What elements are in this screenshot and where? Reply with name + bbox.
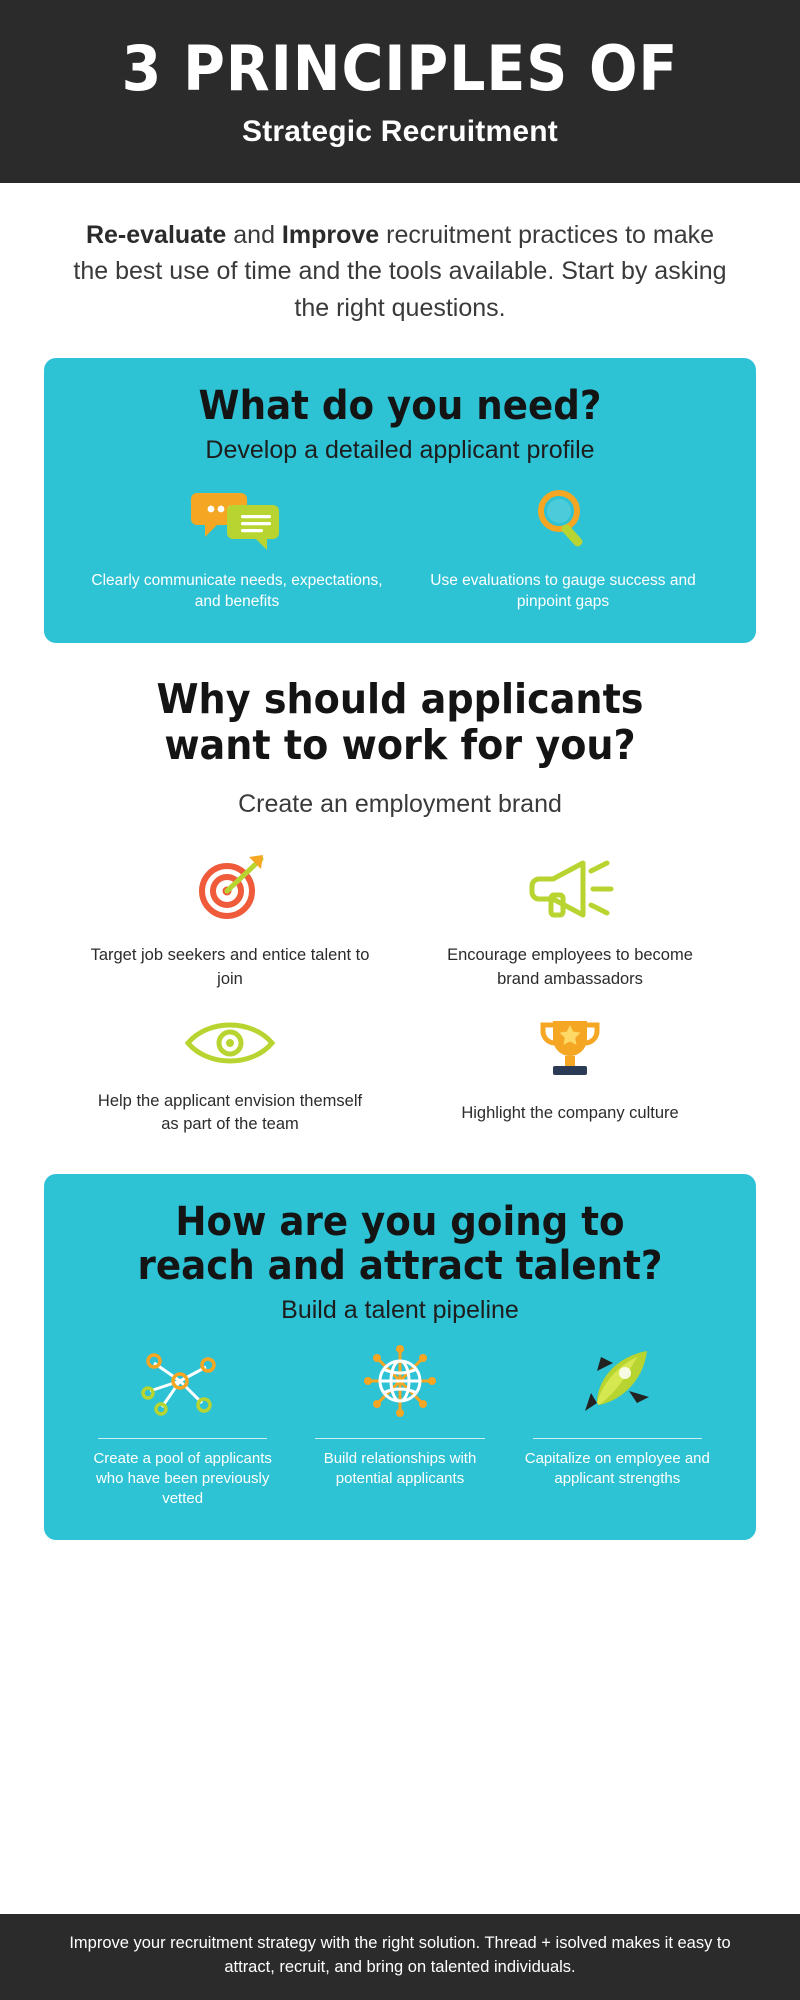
section-1-question: What do you need?: [198, 382, 602, 429]
section-1-items: [74, 483, 726, 613]
page-title: 3 PRINCIPLES OF: [121, 32, 679, 105]
target-dart-icon: [185, 847, 275, 927]
list-item: [400, 483, 726, 613]
rocket-icon: [567, 1341, 667, 1421]
intro-paragraph: [0, 183, 800, 332]
section-1-subtitle: Develop a detailed applicant profile: [205, 435, 595, 464]
list-item: [74, 1341, 291, 1510]
section-2-question-line1: Why should applicants: [156, 674, 644, 723]
list-item: [74, 483, 400, 613]
header: [0, 0, 800, 183]
section-2-items: [60, 839, 740, 1149]
divider: [98, 1438, 267, 1439]
section-panel-1: [44, 358, 756, 643]
footer: [0, 1914, 800, 2000]
globe-network-icon: [350, 1341, 450, 1421]
list-item-caption: Create a pool of applicants who have been previously vetted: [93, 1449, 272, 1508]
section-2-question-line2: want to work for you?: [164, 720, 636, 769]
list-item-caption: Use evaluations to gauge success and pinpoint gaps: [430, 571, 696, 611]
megaphone-icon: [515, 847, 625, 927]
list-item-caption: Highlight the company culture: [461, 1103, 679, 1122]
section-3-subtitle: Build a talent pipeline: [281, 1295, 519, 1324]
divider: [533, 1438, 702, 1439]
section-panel-3: [44, 1174, 756, 1540]
intro-rest: recruitment practices to make the best use of time and the tools available. Start by asking the right questions.: [73, 221, 727, 322]
list-item: [291, 1341, 508, 1510]
list-item-caption: Build relationships with potential applicants: [323, 1449, 477, 1488]
list-item-caption: Target job seekers and entice talent to join: [90, 946, 370, 988]
section-3-question-line1: How are you going to: [175, 1198, 625, 1245]
intro-bold-reevaluate: Re-evaluate: [85, 221, 227, 250]
section-2: [0, 643, 800, 1150]
magnifying-glass-icon: [515, 483, 611, 555]
page-subtitle: Strategic Recruitment: [242, 115, 558, 149]
footer-text: Improve your recruitment strategy with the right solution. Thread + isolved makes it easy to attract, recruit, and bring on talented individuals.: [69, 1934, 731, 1977]
speech-bubbles-icon: [189, 483, 285, 555]
list-item: [60, 839, 400, 1004]
list-item-caption: Capitalize on employee and applicant strengths: [524, 1449, 710, 1488]
section-3-items: [74, 1341, 726, 1510]
list-item-caption: Encourage employees to become brand ambassadors: [447, 946, 693, 988]
network-nodes-icon: [128, 1341, 238, 1421]
list-item-caption: Help the applicant envision themself as part of the team: [97, 1091, 363, 1133]
eye-icon: [180, 1013, 280, 1073]
list-item-caption: Clearly communicate needs, expectations, and benefits: [91, 571, 383, 611]
list-item: [400, 1005, 740, 1150]
list-item: [400, 839, 740, 1004]
section-2-subtitle: Create an employment brand: [238, 790, 562, 819]
section-3-question-line2: reach and attract talent?: [137, 1242, 663, 1289]
intro-bold-improve: Improve: [281, 221, 380, 250]
divider: [315, 1438, 484, 1439]
trophy-icon: [525, 1013, 615, 1085]
list-item: [60, 1005, 400, 1150]
list-item: [509, 1341, 726, 1510]
intro-mid: and: [226, 221, 282, 250]
